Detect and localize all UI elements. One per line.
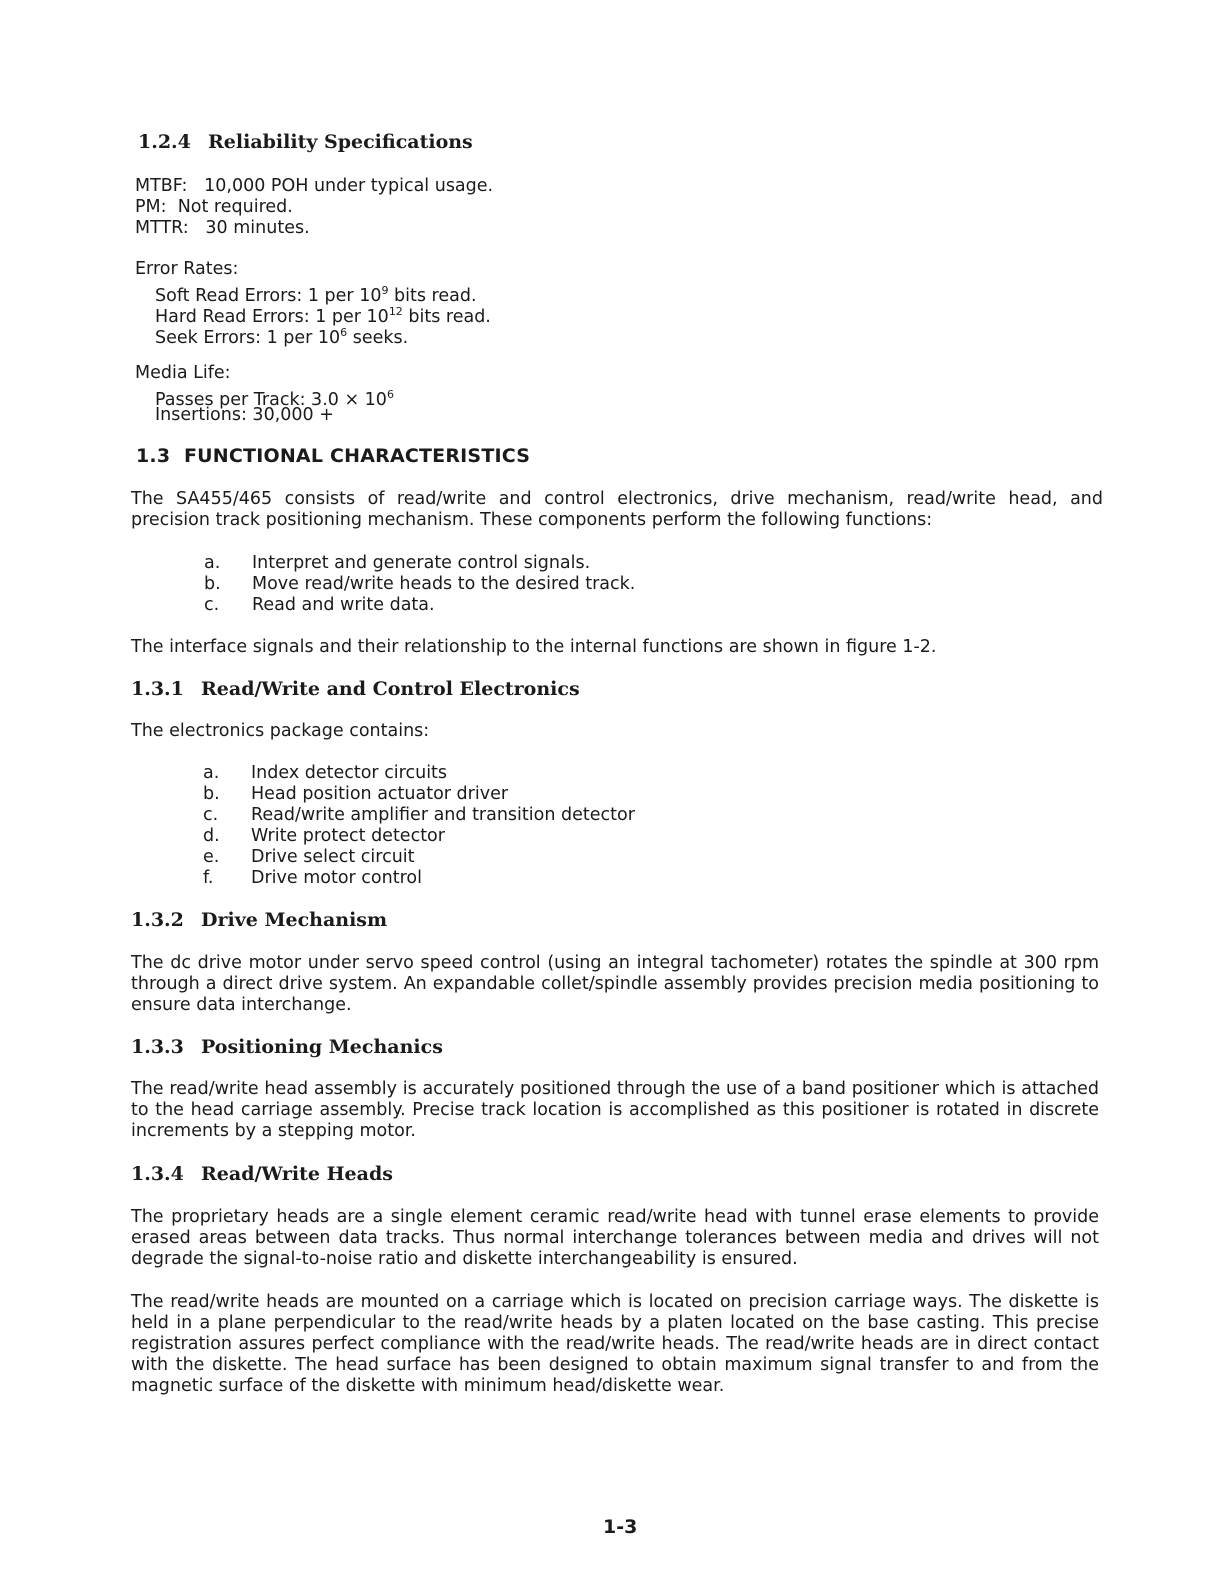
heading-functional bbox=[136, 445, 530, 467]
heading-number: 1.2.4 bbox=[138, 131, 191, 153]
heading-number: 1.3 bbox=[136, 445, 171, 467]
mtbf-value: 10,000 POH under typical usage. bbox=[204, 176, 494, 196]
hard-read-text: Hard Read Errors: 1 per 10 bbox=[155, 307, 389, 327]
positioning-body: The read/write head assembly is accurately positioned through the use of a band positioner which is attached to the head carriage assembly. Precise track location is accomplished as this positioner is rotated in discrete increments by a stepping motor. bbox=[131, 1079, 1099, 1141]
insertions: Insertions: 30,000 + bbox=[155, 405, 334, 425]
error-rates-label: Error Rates: bbox=[135, 259, 239, 279]
mttr-label: MTTR: bbox=[135, 218, 189, 238]
list-text: Drive motor control bbox=[251, 868, 422, 888]
hard-read-exponent: 12 bbox=[388, 305, 403, 318]
heading-title: Read/Write Heads bbox=[201, 1163, 393, 1185]
mtbf-label: MTBF: bbox=[135, 176, 188, 196]
electronics-list bbox=[203, 763, 635, 889]
seek-errors bbox=[155, 322, 408, 349]
list-item bbox=[203, 826, 635, 847]
heading-positioning bbox=[131, 1036, 443, 1058]
list-item bbox=[203, 847, 635, 868]
heading-number: 1.3.3 bbox=[131, 1036, 184, 1058]
functions-list bbox=[204, 553, 635, 616]
heading-reliability bbox=[138, 131, 473, 153]
seek-errors-exponent: 6 bbox=[340, 326, 348, 339]
list-item bbox=[203, 784, 635, 805]
list-text: Move read/write heads to the desired track. bbox=[252, 574, 636, 594]
passes-text: Passes per Track: 3.0 × 10 bbox=[155, 390, 387, 410]
pm-label: PM: bbox=[135, 197, 167, 217]
list-marker: a. bbox=[204, 553, 221, 573]
heading-number: 1.3.2 bbox=[131, 909, 184, 931]
media-life-label: Media Life: bbox=[135, 363, 231, 383]
list-marker: d. bbox=[203, 826, 220, 846]
list-marker: b. bbox=[203, 784, 220, 804]
mttr-line bbox=[135, 218, 310, 239]
list-text: Write protect detector bbox=[251, 826, 445, 846]
list-marker: e. bbox=[203, 847, 220, 867]
heads-body-1: The proprietary heads are a single element ceramic read/write head with tunnel erase elements to provide erased areas between data tracks. Thus normal interchange tolerances between media and drives will not degrade the signal-to-noise ratio and diskette interchangeability is ensured. bbox=[131, 1207, 1099, 1269]
passes-exponent: 6 bbox=[386, 388, 394, 401]
list-text: Index detector circuits bbox=[251, 763, 448, 783]
soft-read-text: Soft Read Errors: 1 per 10 bbox=[155, 286, 382, 306]
list-item bbox=[204, 574, 635, 595]
heading-heads bbox=[131, 1163, 393, 1185]
heading-title: Reliability Specifications bbox=[208, 131, 473, 153]
functional-note: The interface signals and their relationship to the internal functions are shown in figure 1-2. bbox=[131, 637, 937, 657]
list-text: Head position actuator driver bbox=[251, 784, 509, 804]
list-item bbox=[204, 553, 635, 574]
list-text: Drive select circuit bbox=[251, 847, 415, 867]
list-marker: c. bbox=[203, 805, 219, 825]
pm-value: Not required. bbox=[177, 197, 293, 217]
list-marker: b. bbox=[204, 574, 221, 594]
list-marker: c. bbox=[204, 595, 220, 615]
list-item bbox=[203, 805, 635, 826]
functional-intro: The SA455/465 consists of read/write and control electronics, drive mechanism, read/write head, and precision track positioning mechanism. These components perform the following functions: bbox=[131, 489, 1103, 530]
list-text: Read/write amplifier and transition detector bbox=[251, 805, 635, 825]
heading-number: 1.3.4 bbox=[131, 1163, 184, 1185]
list-item bbox=[203, 868, 635, 889]
heading-title: Read/Write and Control Electronics bbox=[201, 678, 580, 700]
pm-line bbox=[135, 197, 293, 218]
seek-errors-suffix: seeks. bbox=[347, 328, 409, 348]
heading-title: FUNCTIONAL CHARACTERISTICS bbox=[184, 445, 531, 467]
list-text: Interpret and generate control signals. bbox=[252, 553, 591, 573]
mtbf-line bbox=[135, 176, 493, 197]
heads-body-2: The read/write heads are mounted on a carriage which is located on precision carriage ways. The diskette is held in a plane perpendicular to the read/write heads by a platen located on the base casting. This precise registration assures perfect compliance with the read/write heads. The read/write heads are in direct contact with the diskette. The head surface has been designed to obtain maximum signal transfer to and from the magnetic surface of the diskette with minimum head/diskette wear. bbox=[131, 1292, 1099, 1396]
heading-number: 1.3.1 bbox=[131, 678, 184, 700]
list-item bbox=[204, 595, 635, 616]
heading-title: Drive Mechanism bbox=[201, 909, 388, 931]
seek-errors-text: Seek Errors: 1 per 10 bbox=[155, 328, 341, 348]
list-item bbox=[203, 763, 635, 784]
list-text: Read and write data. bbox=[252, 595, 435, 615]
electronics-intro: The electronics package contains: bbox=[131, 721, 430, 741]
list-marker: f. bbox=[203, 868, 214, 888]
heading-electronics bbox=[131, 678, 580, 700]
list-marker: a. bbox=[203, 763, 220, 783]
heading-title: Positioning Mechanics bbox=[201, 1036, 443, 1058]
soft-read-suffix: bits read. bbox=[388, 286, 477, 306]
drive-body: The dc drive motor under servo speed control (using an integral tachometer) rotates the spindle at 300 rpm through a direct drive system. An expandable collet/spindle assembly provides precision media positioning to ensure data interchange. bbox=[131, 953, 1099, 1015]
soft-read-exponent: 9 bbox=[381, 284, 389, 297]
hard-read-suffix: bits read. bbox=[402, 307, 491, 327]
mttr-value: 30 minutes. bbox=[205, 218, 310, 238]
page-number: 1-3 bbox=[603, 1516, 638, 1538]
heading-drive bbox=[131, 909, 387, 931]
